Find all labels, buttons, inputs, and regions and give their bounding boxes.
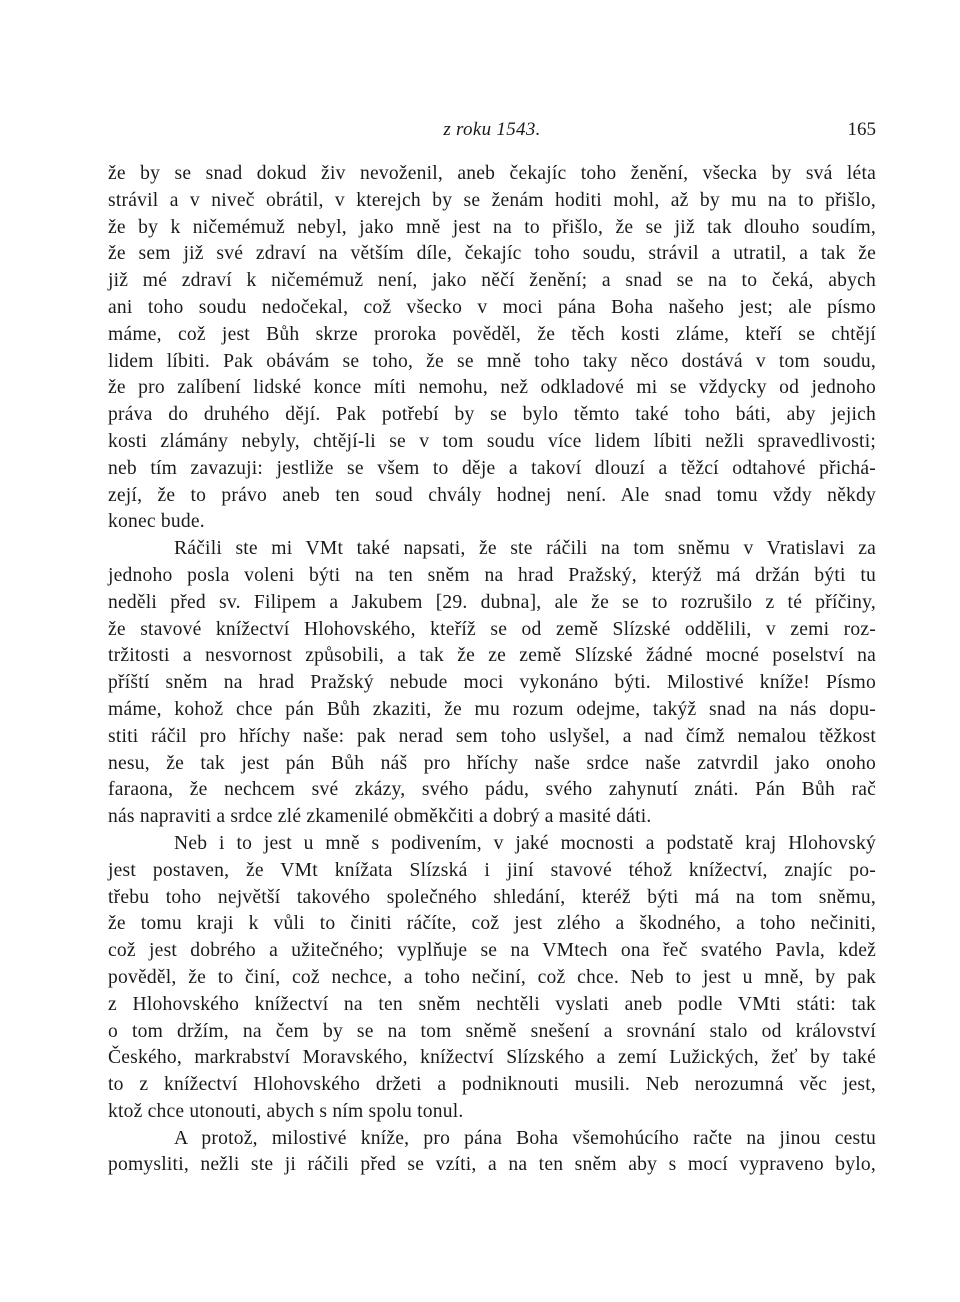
- text-line: že pro zalíbení lidské konce míti nemohu, než odkladové mi se vždycky od jednoho: [108, 377, 876, 399]
- text-line: z Hlohovského knížectví na ten sněm nechtěli vyslati aneb podle VMti státi: tak: [108, 993, 876, 1015]
- text-line: že stavové knížectví Hlohovského, kteříž se od země Slízské oddělili, v zemi roz-: [108, 618, 876, 640]
- text-line: tržitosti a nesvornost způsobili, a tak že ze země Slízské žádné mocné poselství na: [108, 645, 876, 667]
- text-line: což jest dobrého a užitečného; vyplňuje se na VMtech ona řeč svatého Pavla, kdež: [108, 940, 876, 962]
- paragraph-4: [108, 1126, 876, 1180]
- text-line: lidem líbiti. Pak obávám se toho, že se mně toho taky něco dostává v tom soudu,: [108, 350, 876, 372]
- text-line: ktož chce utonouti, abych s ním spolu tonul.: [108, 1100, 464, 1122]
- text-line: máme, kohož chce pán Bůh zkaziti, že mu rozum odejme, takýž snad na nás dopu-: [108, 698, 876, 720]
- text-line: A protož, milostivé kníže, pro pána Boha všemohúcího račte na jinou cestu: [174, 1127, 876, 1149]
- text-line: že sem již své zdraví na větším díle, čekajíc toho soudu, strávil a utratil, a tak že: [108, 243, 876, 265]
- text-line: neděli před sv. Filipem a Jakubem [29. dubna], ale že se to rozrušilo z té příčiny,: [108, 591, 876, 613]
- text-line: jest postaven, že VMt knížata Slízská i jiní stavové téhož knížectví, znajíc po-: [108, 859, 876, 881]
- text-line: máme, což jest Bůh skrze proroka pověděl, že těch kosti zláme, kteří se chtějí: [108, 323, 876, 345]
- text-line: strávil a v niveč obrátil, v kterejch by se ženám hoditi mohl, až by mu na to přišlo,: [108, 189, 876, 211]
- text-line: jednoho posla voleni býti na ten sněm na hrad Pražský, kterýž má držán býti tu: [108, 564, 876, 586]
- paragraph-3: [108, 831, 876, 1126]
- text-line: ani toho soudu nedočekal, což všecko v moci pána Boha našeho jest; ale písmo: [108, 296, 876, 318]
- text-line: pověděl, že to činí, což nechce, a toho nečiní, což chce. Neb to jest u mně, by pak: [108, 966, 876, 988]
- text-line: Českého, markrabství Moravského, knížectví Slízského a zemí Lužických, žeť by také: [108, 1047, 876, 1069]
- text-line: Neb i to jest u mně s podivením, v jaké mocnosti a podstatě kraj Hlohovský: [174, 832, 876, 854]
- text-line: faraona, že nechcem své zkázy, svého pádu, svého zahynutí znáti. Pán Bůh rač: [108, 779, 876, 801]
- text-line: kosti zlámány nebyly, chtějí-li se v tom soudu více lidem líbiti nežli spravedlivosti;: [108, 430, 876, 452]
- text-line: pomysliti, nežli ste ji ráčili před se vzíti, a na ten sněm aby s mocí vypraveno bylo,: [108, 1154, 876, 1176]
- text-line: o tom držím, na čem by se na tom sněmě snešení a srovnání stalo od království: [108, 1020, 876, 1042]
- text-line: neb tím zavazuji: jestliže se všem to děje a takoví dlouzí a těžcí odtahové přichá-: [108, 457, 876, 479]
- paragraph-1: [108, 161, 876, 536]
- text-line: Ráčili ste mi VMt také napsati, že ste ráčili na tom sněmu v Vratislavi za: [174, 538, 876, 560]
- text-line: práva do druhého dějí. Pak potřebí by se bylo těmto také toho báti, aby jejich: [108, 404, 876, 426]
- text-line: to z knížectví Hlohovského držeti a podniknouti musili. Neb nerozumná věc jest,: [108, 1074, 876, 1096]
- text-line: že tomu kraji k vůli to činiti ráčíte, což jest zlého a škodného, a toho nečiniti,: [108, 913, 876, 935]
- text-line: nesu, že tak jest pán Bůh náš pro hříchy naše srdce naše zatvrdil jako onoho: [108, 752, 876, 774]
- text-line: zejí, že to právo aneb ten soud chvály hodnej není. Ale snad tomu vždy někdy: [108, 484, 876, 506]
- text-line: již mé zdraví k ničemémuž není, jako něčí ženění; a snad se na to čeká, abych: [108, 270, 876, 292]
- body-text: [108, 161, 876, 1179]
- text-line: nás napraviti a srdce zlé zkamenilé obměkčiti a dobrý a masité dáti.: [108, 806, 652, 828]
- text-line: že by se snad dokud živ nevoženil, aneb čekajíc toho ženění, všecka by svá léta: [108, 163, 876, 184]
- text-line: stiti ráčil pro hříchy naše: pak nerad sem toho uslyšel, a nad čímž nemalou těžkost: [108, 725, 876, 747]
- text-line: konec bude.: [108, 511, 205, 533]
- running-head: [108, 119, 876, 143]
- running-title: z roku 1543.: [443, 119, 541, 140]
- page-number: 165: [847, 119, 876, 140]
- text-line: třebu toho největší takového společného shledání, kteréž býti má na tom sněmu,: [108, 886, 876, 908]
- text-line: příští sněm na hrad Pražský nebude moci vykonáno býti. Milostivé kníže! Písmo: [108, 672, 876, 694]
- text-line: že by k ničemémuž nebyl, jako mně jest na to přišlo, že se již tak dlouho soudím,: [108, 216, 876, 238]
- paragraph-2: [108, 536, 876, 831]
